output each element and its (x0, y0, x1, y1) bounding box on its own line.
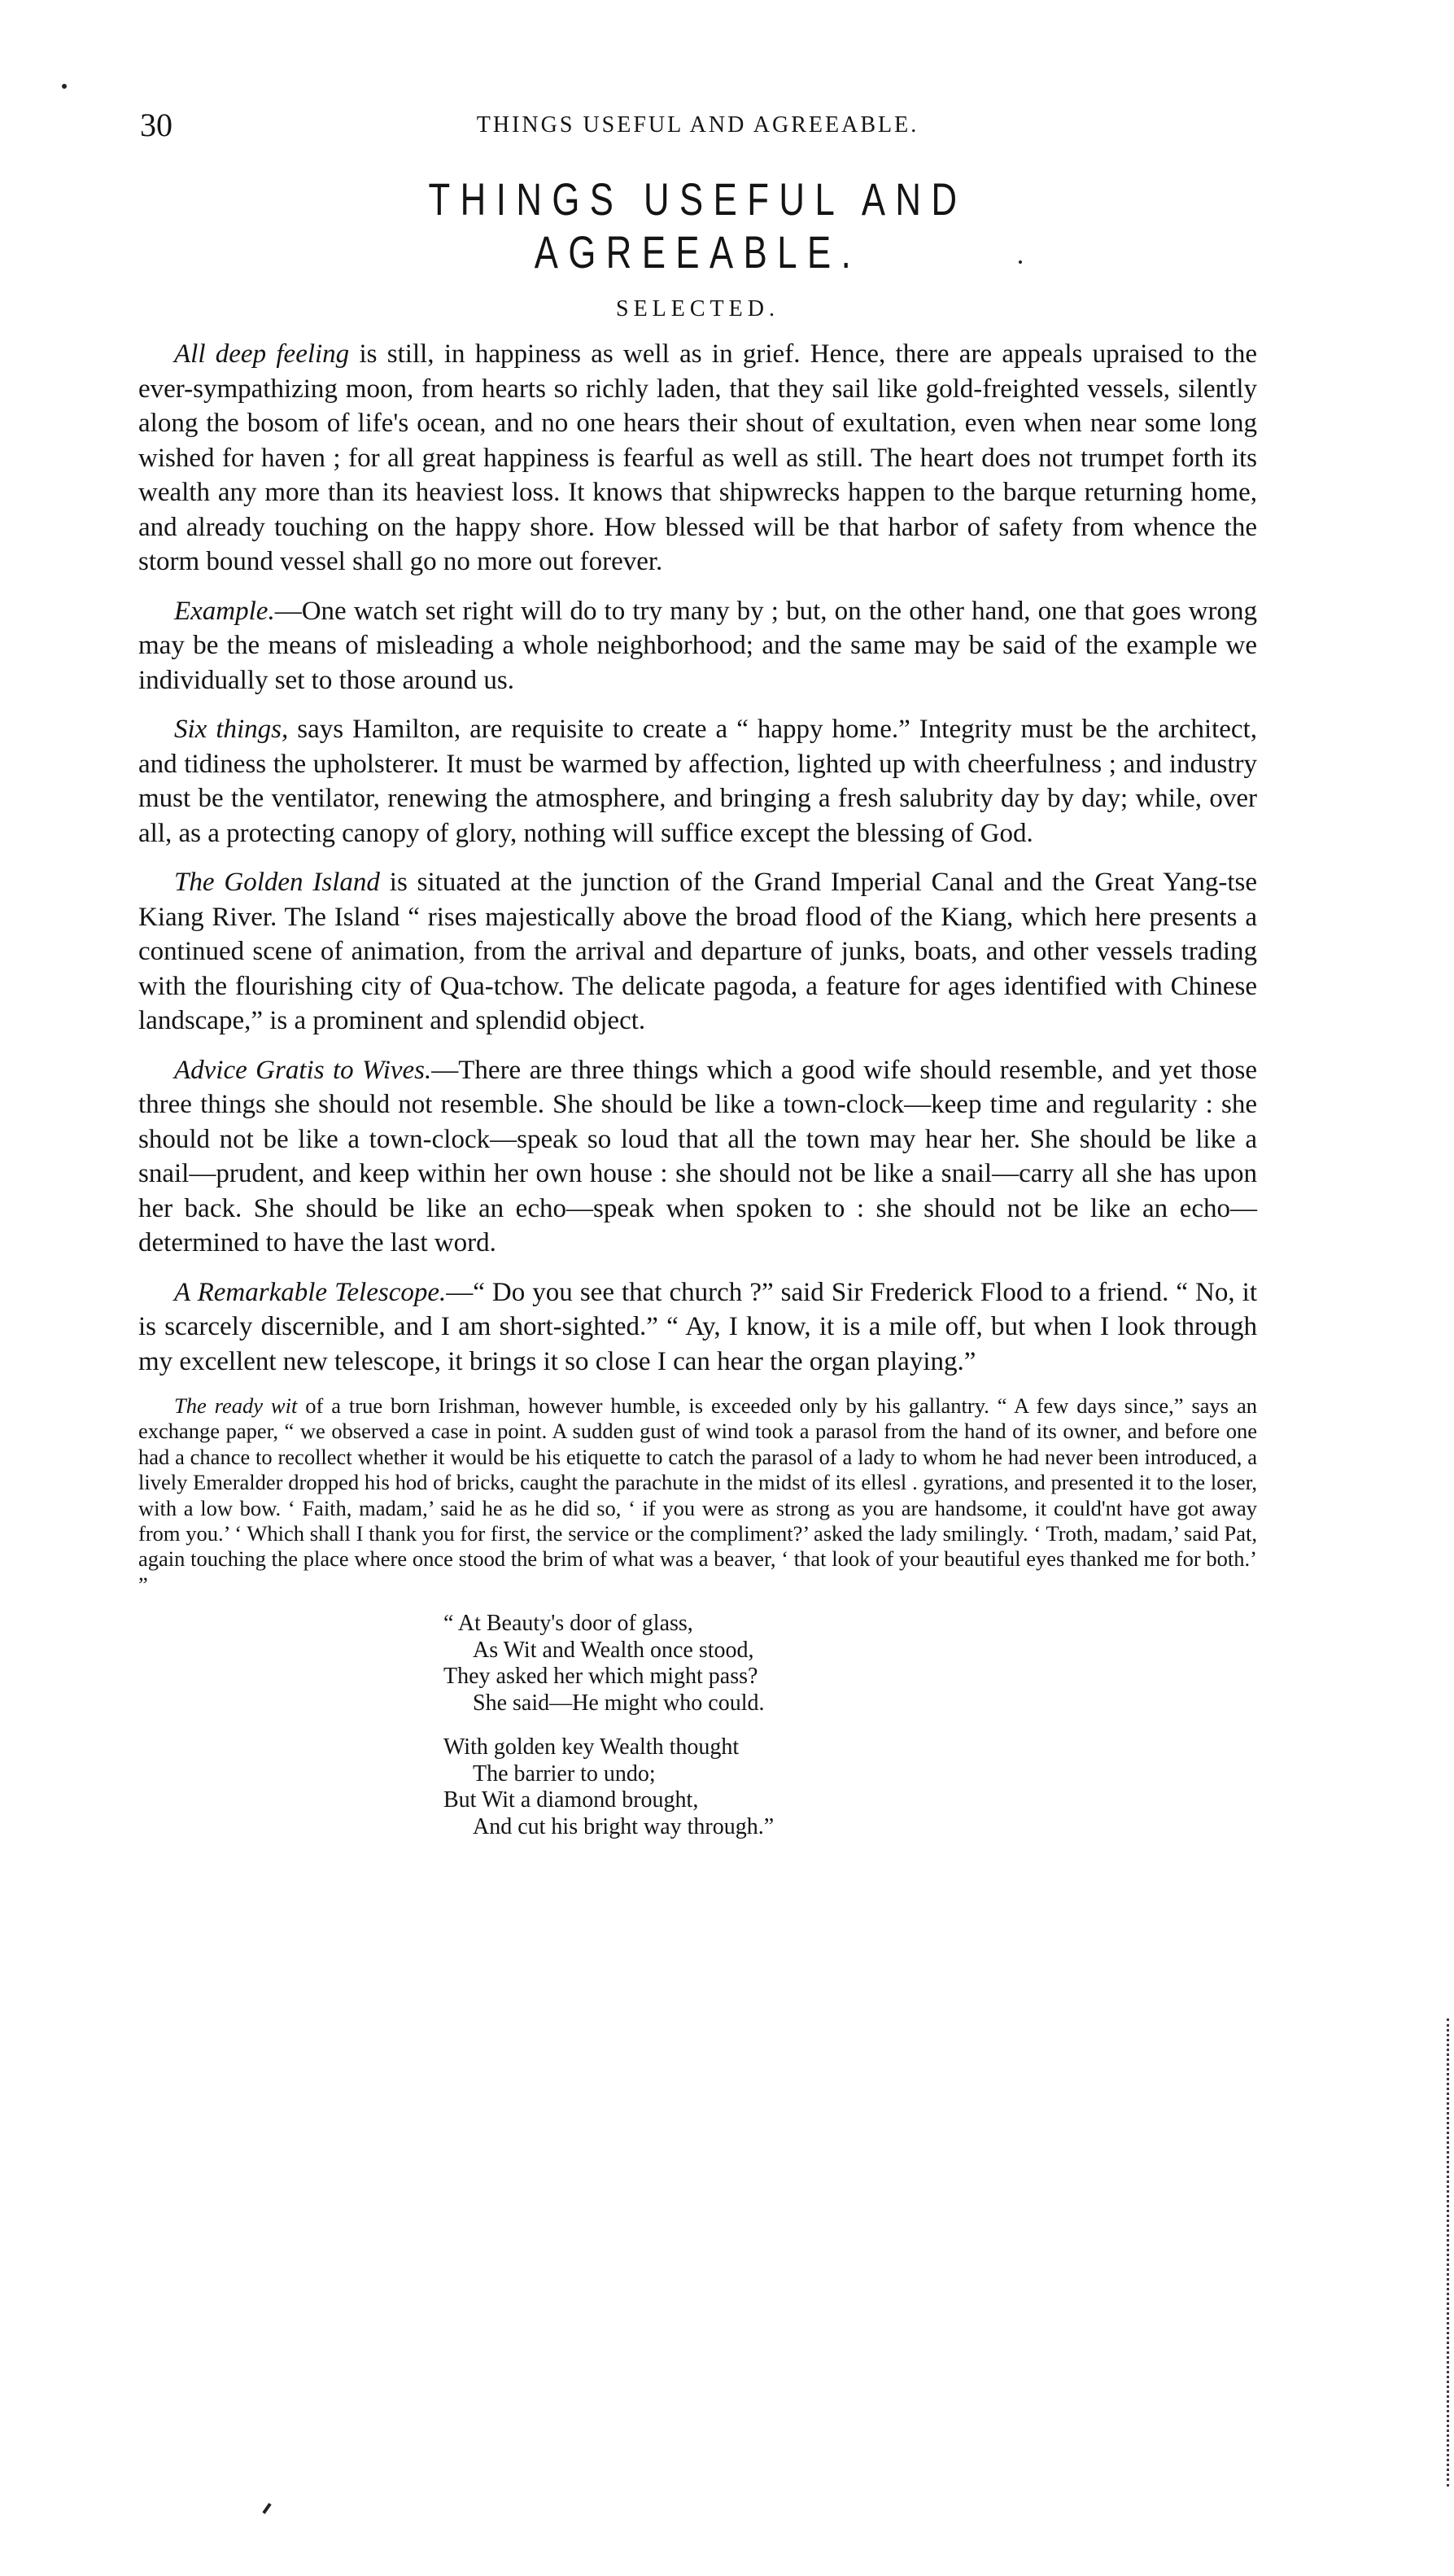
ink-speck (1019, 260, 1022, 264)
paragraph-ready-wit (138, 1393, 1257, 1598)
paragraph-lead: Six things, (174, 715, 289, 744)
ink-speck (262, 2503, 271, 2514)
paragraph-text: is situated at the junction of the Grand Imperial Canal and the Great Yang-tse Kiang River. The Island “ rises majestically above the broad flood of the Kiang, which here presents a continued scene of animation, from the arrival and departure of junks, boats, and other vessels trading with the flourishing city of Qua-tchow. The delicate pagoda, a feature for ages identified with Chinese landscape,” is a prominent and splendid object. (138, 868, 1257, 1035)
ink-speck (62, 84, 67, 89)
paragraph-text: —“ Do you see that church ?” said Sir Frederick Flood to a friend. “ No, it is scarcely discernible, and I am short-sighted.” “ Ay, I know, it is a mile off, but when I look through my excellent new telescope, it brings it so close I can hear the organ playing.” (138, 1277, 1257, 1376)
paragraph-six-things (138, 712, 1257, 851)
paragraph-example (138, 594, 1257, 698)
paragraph-text: of a true born Irishman, however humble, is exceeded only by his gallantry. “ A few days since,” says an exchange paper, “ we observed a case in point. A sudden gust of wind took a parasol from the hand of its owner, and before one had a chance to recollect whether it would be his etiquette to catch the parasol of a lady to whom he had never been introduced, a lively Emeralder dropped his hod of bricks, caught the parachute in the midst of its ellesl . gyrations, and presented it to the loser, with a low bow. ‘ Faith, madam,’ said he as he did so, ‘ if you were as strong as you are handsome, it could'nt have got away from you.’ ‘ Which shall I thank you for first, the service or the compliment?’ asked the lady smilingly. ‘ Troth, madam,’ said Pat, again touching the place where once stood the brim of what was a beaver, ‘ that look of your beautiful eyes thanked me for both.’ ” (138, 1393, 1258, 1597)
paragraph-advice-to-wives (138, 1053, 1257, 1261)
running-title: THINGS USEFUL AND AGREEABLE. (476, 112, 919, 138)
page-number: 30 (140, 107, 172, 143)
margin-dotted-rule (1447, 2018, 1449, 2486)
page (138, 90, 1257, 1858)
poem-line: She said—He might who could. (473, 1690, 765, 1716)
article-title: THINGS USEFUL AND AGREEABLE. (428, 173, 967, 278)
paragraph-lead: The Golden Island (174, 868, 380, 897)
paragraph-text: —There are three things which a good wife should resemble, and yet those three things she should not resemble. She should be like a town-clock—keep time and regularity : she should not be like a town-clock—speak so loud that all the town may hear her. She should be like a snail—prudent, and keep within her own house : she should not be like a snail—carry all she has upon her back. She should be like an echo—speak when spoken to : she should not be like an echo—determined to have the last word. (138, 1055, 1258, 1257)
paragraph-lead: Example. (174, 596, 275, 626)
paragraph-lead: Advice Gratis to Wives. (174, 1055, 432, 1085)
poem (443, 1611, 1257, 1840)
paragraph-telescope (138, 1275, 1257, 1380)
paragraph-text: —One watch set right will do to try many by ; but, on the other hand, one that goes wrong may be the means of misleading a whole neighborhood; and the same may be said of the example we individually set to those around us. (138, 596, 1257, 695)
paragraph-deep-feeling (138, 337, 1257, 579)
poem-stanza (443, 1611, 1257, 1717)
paragraph-lead: All deep feeling (174, 339, 350, 369)
poem-stanza (443, 1734, 1257, 1840)
poem-line: “ At Beauty's door of glass, (443, 1611, 693, 1637)
poem-line: As Wit and Wealth once stood, (473, 1637, 754, 1663)
poem-line: But Wit a diamond brought, (443, 1787, 699, 1813)
paragraph-text: says Hamilton, are requisite to create a “ happy home.” Integrity must be the architect, and tidiness the upholsterer. It must be warmed by affection, lighted up with cheerfulness ; and industry must be the ventilator, renewing the atmosphere, and bringing a fresh salubrity day by day; while, over all, as a protecting canopy of glory, nothing will suffice except the blessing of God. (138, 715, 1257, 848)
poem-line: With golden key Wealth thought (443, 1734, 740, 1760)
paragraph-lead: The ready wit (174, 1393, 298, 1418)
paragraph-golden-island (138, 865, 1257, 1039)
paragraph-text: is still, in happiness as well as in grief. Hence, there are appeals upraised to the ever-sympathizing moon, from hearts so richly laden, that they sail like gold-freighted vessels, silently along the bosom of life's ocean, and no one hears their shout of exultation, even when near some long wished for haven ; for all great happiness is fearful as well as still. The heart does not trumpet forth its wealth any more than its heaviest loss. It knows that shipwrecks happen to the barque returning home, and already touching on the happy shore. How blessed will be that harbor of safety from whence the storm bound vessel shall go no more out forever. (138, 339, 1257, 576)
article-subtitle: SELECTED. (616, 296, 779, 321)
paragraph-lead: A Remarkable Telescope. (174, 1277, 447, 1307)
poem-line: They asked her which might pass? (443, 1664, 758, 1690)
running-head (138, 106, 1257, 147)
poem-line: The barrier to undo; (473, 1760, 656, 1787)
poem-line: And cut his bright way through.” (473, 1813, 775, 1839)
